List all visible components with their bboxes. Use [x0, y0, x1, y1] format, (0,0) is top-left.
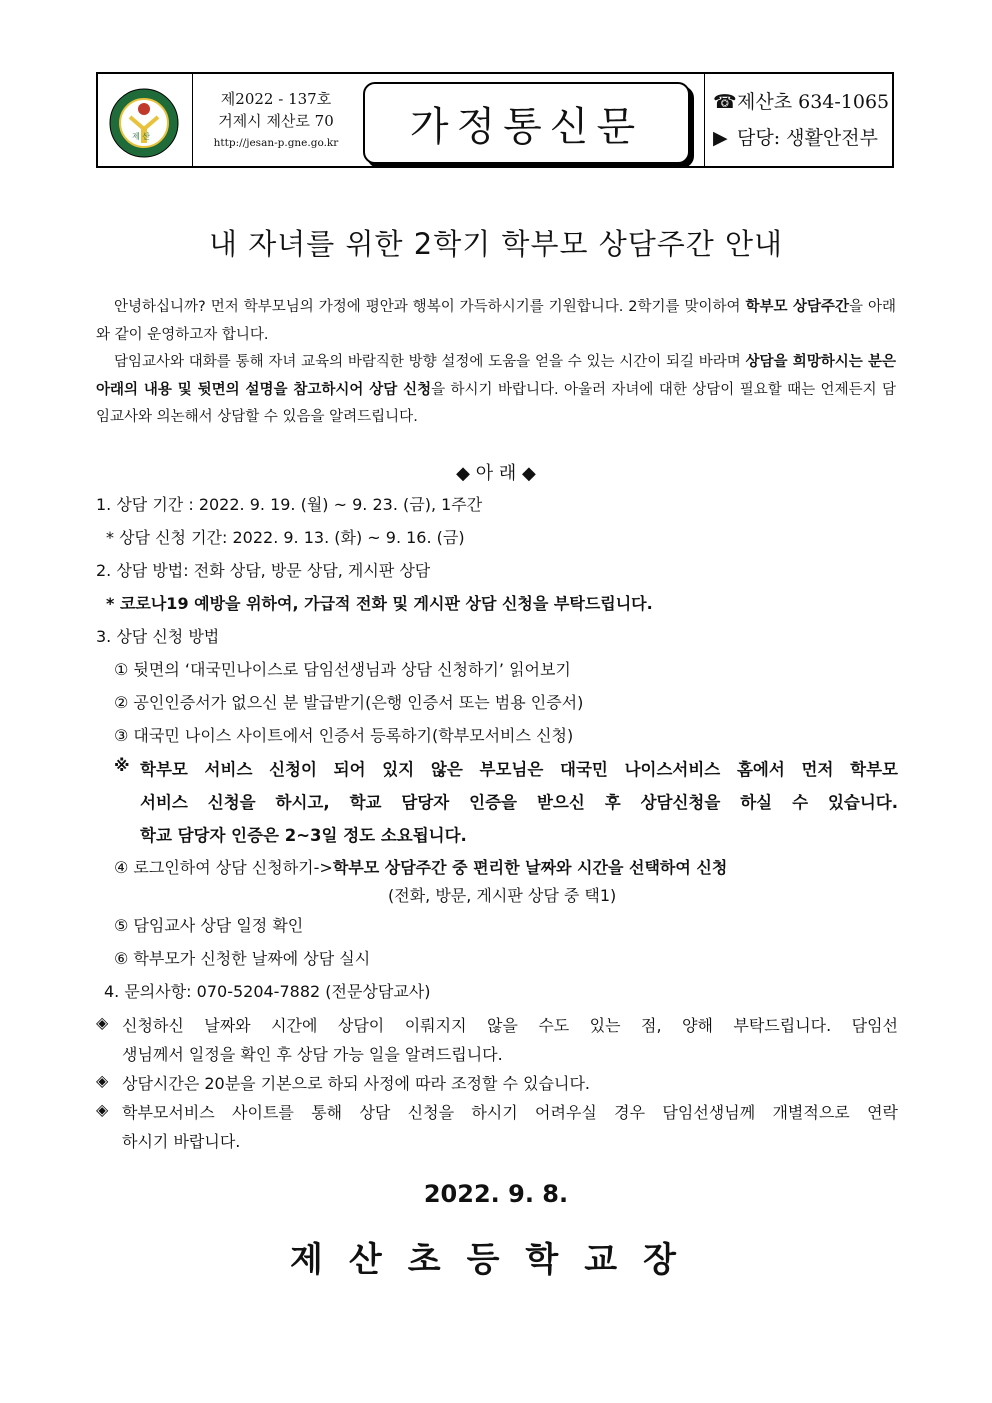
- school-info: [201, 88, 351, 154]
- item-inquiry: 4. 문의사항: 070-5204-7882 (전문상담교사): [104, 982, 431, 1001]
- phone-icon: ☎: [713, 91, 737, 113]
- step-3: ③ 대국민 나이스 사이트에서 인증서 등록하기(학부모서비스 신청): [114, 726, 574, 745]
- intro-text: 을 아래와 같이 운영하고자 합니다.: [96, 299, 896, 343]
- step-4-options: (전화, 방문, 게시판 상담 중 택1): [388, 886, 617, 905]
- intro-bold: 학부모 상담주간: [745, 299, 849, 315]
- step-5: ⑤ 담임교사 상담 일정 확인: [114, 916, 304, 935]
- pointer-icon: ▶: [713, 127, 728, 149]
- header-divider: [704, 74, 705, 166]
- note-bullet-icon: ◈: [96, 1100, 109, 1119]
- issue-date: 2022. 9. 8.: [423, 1180, 569, 1208]
- step-4-bold: 학부모 상담주간 중 편리한 날짜와 시간을 선택하여 신청: [332, 858, 728, 877]
- note-3: 학부모서비스 사이트를 통해 상담 신청을 하시기 어려우실 경우 담임선생님께 개별적으로 연락: [122, 1103, 898, 1122]
- step-6: ⑥ 학부모가 신청한 날짜에 상담 실시: [114, 949, 371, 968]
- section-heading: ◆ 아 래 ◆: [456, 463, 536, 484]
- document-title: 내 자녀를 위한 2학기 학부모 상담주간 안내: [209, 227, 783, 261]
- newsletter-title-box: [363, 82, 690, 164]
- newsletter-title: 가정통신문: [409, 103, 644, 150]
- note-1: 신청하신 날짜와 시간에 상담이 이뤄지지 않을 수도 있는 점, 양해 부탁드립니다. 담임선: [122, 1016, 898, 1035]
- principal-signature: 제산초등학교장: [290, 1240, 702, 1280]
- step-3-note: 학부모 서비스 신청이 되어 있지 않은 부모님은 대국민 나이스서비스 홈에서 먼저 학부모: [140, 760, 898, 779]
- issue-number: 제2022 - 137호: [220, 90, 332, 108]
- note-bullet-icon: ◈: [96, 1013, 109, 1032]
- step-1: ① 뒷면의 ‘대국민나이스로 담임선생님과 상담 신청하기’ 읽어보기: [114, 660, 571, 679]
- note-3: 하시기 바랍니다.: [122, 1132, 241, 1151]
- item-covid-note: * 코로나19 예방을 위하여, 가급적 전화 및 게시판 상담 신청을 부탁드립니다.: [106, 594, 653, 613]
- step-4: [114, 855, 727, 878]
- step-2: ② 공인인증서가 없으신 분 발급받기(은행 인증서 또는 범용 인증서): [114, 693, 584, 712]
- intro-text: 안녕하십니까? 먼저 학부모님의 가정에 평안과 행복이 가득하시기를 기원합니다. 2학기를 맞이하여: [114, 299, 746, 315]
- item-application-period: * 상담 신청 기간: 2022. 9. 13. (화) ~ 9. 16. (금): [106, 528, 465, 547]
- contact-info: [713, 84, 893, 156]
- header-divider: [192, 74, 193, 166]
- step-3-note: 학교 담당자 인증은 2~3일 정도 소요됩니다.: [140, 826, 467, 845]
- note-bullet-icon: ◈: [96, 1071, 109, 1090]
- newsletter-header: [96, 72, 894, 168]
- item-period: 1. 상담 기간 : 2022. 9. 19. (월) ~ 9. 23. (금), 1주간: [96, 495, 483, 514]
- item-method: 2. 상담 방법: 전화 상담, 방문 상담, 게시판 상담: [96, 561, 431, 580]
- step-4-text: ④ 로그인하여 상담 신청하기->: [114, 858, 333, 877]
- note-2: 상담시간은 20분을 기본으로 하되 사정에 따라 조정할 수 있습니다.: [122, 1074, 590, 1093]
- note-1: 생님께서 일정을 확인 후 상담 가능 일을 알려드립니다.: [122, 1045, 503, 1064]
- item-application-method: 3. 상담 신청 방법: [96, 627, 220, 646]
- intro-bold: 상담을 희망하시는 분은 아래의 내용 및 뒷면의 설명을 참고하시어 상담 신청: [96, 354, 896, 398]
- intro-text: 담임교사와 대화를 통해 자녀 교육의 바람직한 방향 설정에 도움을 얻을 수 있는 시간이 되길 바라며: [114, 354, 746, 370]
- phone-number: 제산초 634-1065: [737, 91, 890, 113]
- intro-paragraph-1: [96, 294, 896, 349]
- intro-text: 을 하시기 바랍니다. 아울러 자녀에 대한 상담이 필요할 때는 언제든지 담임교사와 의논해서 상담할 수 있음을 알려드립니다.: [96, 381, 897, 425]
- school-address: 거제시 제산로 70: [218, 112, 334, 130]
- school-logo: [108, 87, 180, 159]
- step-3-note-mark: ※: [114, 756, 130, 775]
- school-url[interactable]: http://jesan-p.gne.go.kr: [213, 137, 339, 149]
- intro-paragraph-2: [96, 349, 896, 432]
- step-3-note: 서비스 신청을 하시고, 학교 담당자 인증을 받으신 후 상담신청을 하실 수 있습니다.: [140, 793, 898, 812]
- logo-text: 제 산: [132, 132, 150, 141]
- department: 담당: 생활안전부: [737, 127, 878, 149]
